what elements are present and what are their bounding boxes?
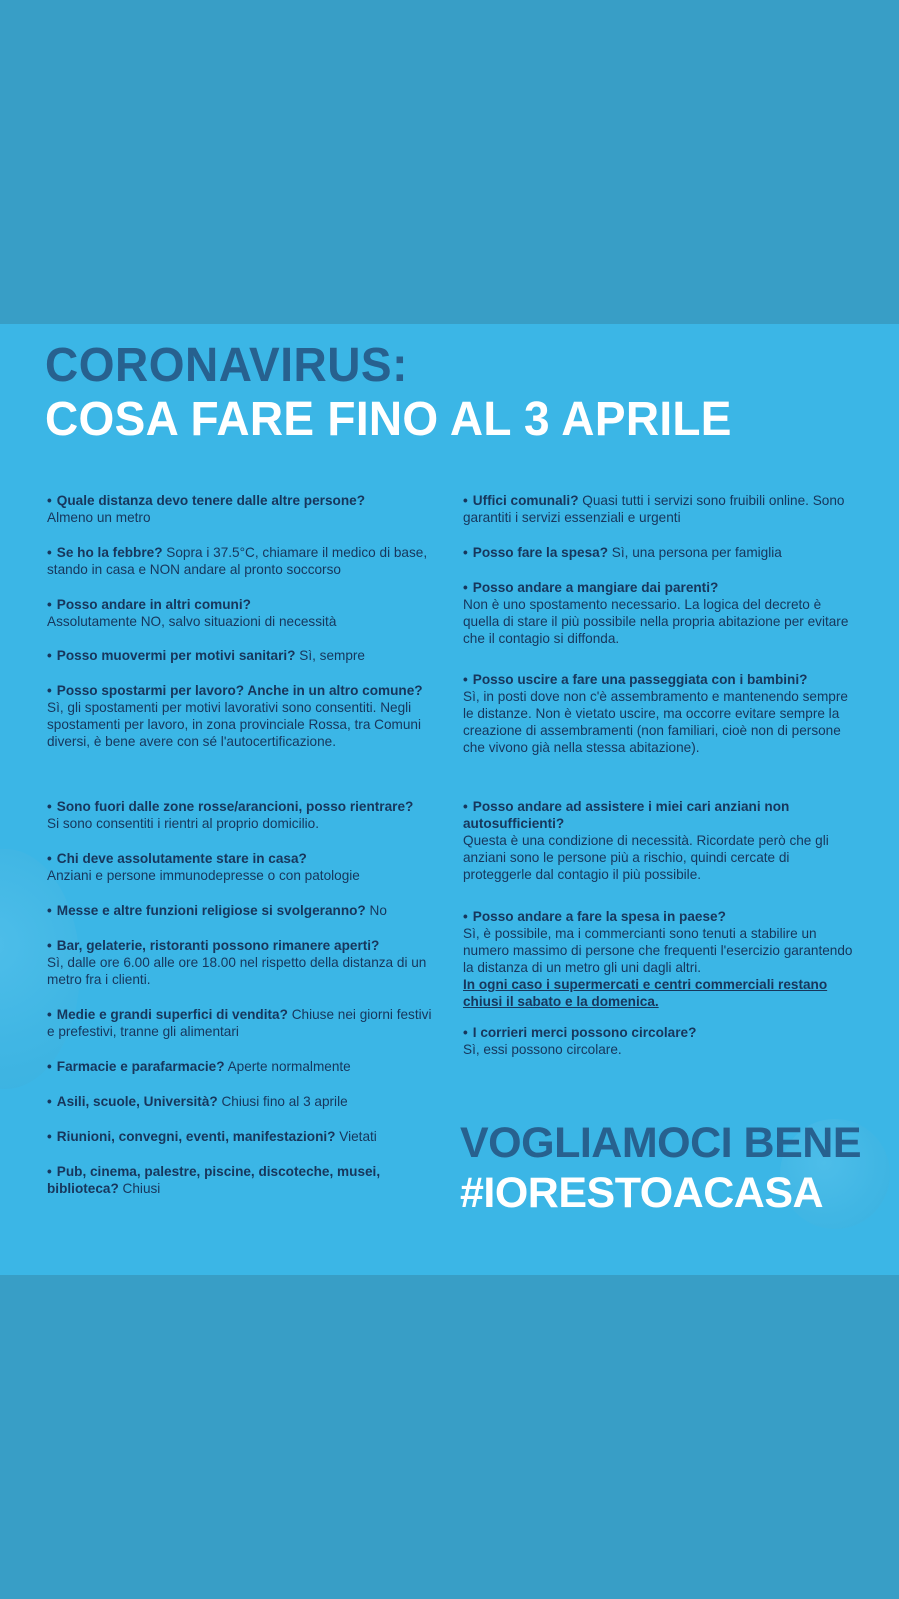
faq-item: • Asili, scuole, Università? Chiusi fino al 3 aprile: [47, 1094, 348, 1109]
faq-item: • Posso muovermi per motivi sanitari? Sì, sempre: [47, 648, 365, 663]
faq-question: Posso fare la spesa?: [472, 545, 609, 560]
faq-item: • Posso andare in altri comuni? Assolutamente NO, salvo situazioni di necessità: [47, 597, 337, 629]
faq-item: • Pub, cinema, palestre, piscine, discoteche, musei, biblioteca? Chiusi: [47, 1164, 381, 1196]
faq-question: Medie e grandi superfici di vendita?: [56, 1007, 288, 1022]
faq-answer: Chiusi: [122, 1181, 161, 1196]
faq-answer: Vietati: [339, 1129, 377, 1144]
faq-answer: No: [369, 903, 387, 918]
faq-answer: Sì, dalle ore 6.00 alle ore 18.00 nel rispetto della distanza di un metro fra i clienti.: [47, 955, 427, 987]
faq-item: • Posso andare ad assistere i miei cari anziani non autosufficienti? Questa è una condizione di necessità. Ricordate però che gli anziani sono le persone più a rischio, quindi cercate di proteggerle dal contagio il più possibile.: [463, 799, 829, 882]
faq-note: In ogni caso i supermercati e centri commerciali restano chiusi il sabato e la domenica.: [463, 977, 828, 1009]
faq-question: Pub, cinema, palestre, piscine, discoteche, musei, biblioteca?: [47, 1164, 381, 1196]
faq-item: • Riunioni, convegni, eventi, manifestazioni? Vietati: [47, 1129, 377, 1144]
faq-item: • Farmacie e parafarmacie? Aperte normalmente: [47, 1059, 351, 1074]
faq-item: • Messe e altre funzioni religiose si svolgeranno? No: [47, 903, 387, 918]
faq-item: • Posso spostarmi per lavoro? Anche in un altro comune? Sì, gli spostamenti per motivi lavorativi sono consentiti. Negli spostamenti per lavoro, in zona provinciale Rossa, tra Comuni diversi, è bene avere con sé l'autocertificazione.: [47, 683, 423, 749]
faq-question: Riunioni, convegni, eventi, manifestazioni?: [56, 1129, 336, 1144]
faq-item: • Chi deve assolutamente stare in casa? Anziani e persone immunodepresse o con patologie: [47, 851, 360, 883]
faq-question: Posso spostarmi per lavoro? Anche in un altro comune?: [56, 683, 423, 698]
faq-answer: Non è uno spostamento necessario. La logica del decreto è quella di stare il più possibile nella propria abitazione per evitare che il contagio si diffonda.: [463, 597, 849, 646]
faq-item: • Posso uscire a fare una passeggiata con i bambini? Sì, in posti dove non c'è assembramento e mantenendo sempre le distanze. Non è vietato uscire, ma occorre evitare sempre la creazione di assembramenti (non familiari, cioè non di persone che vivono già nella stessa abitazione).: [463, 672, 848, 755]
faq-answer: Quasi tutti i servizi sono fruibili online. Sono garantiti i servizi essenziali e urgenti: [463, 493, 845, 525]
faq-question: Asili, scuole, Università?: [56, 1094, 218, 1109]
faq-question: Posso andare in altri comuni?: [56, 597, 251, 612]
faq-question: Se ho la febbre?: [56, 545, 163, 560]
faq-answer: Assolutamente NO, salvo situazioni di necessità: [47, 614, 337, 629]
faq-answer: Almeno un metro: [47, 510, 151, 525]
faq-question: Bar, gelaterie, ristoranti possono rimanere aperti?: [56, 938, 380, 953]
faq-answer: Sì, gli spostamenti per motivi lavorativi sono consentiti. Negli spostamenti per lavoro, in zona provinciale Rossa, tra Comuni diversi, è bene avere con sé l'autocertificazione.: [47, 700, 422, 749]
faq-question: Farmacie e parafarmacie?: [56, 1059, 225, 1074]
poster: [0, 324, 899, 1275]
faq-item: • Posso andare a mangiare dai parenti? Non è uno spostamento necessario. La logica del decreto è quella di stare il più possibile nella propria abitazione per evitare che il contagio si diffonda.: [463, 580, 849, 646]
faq-question: Posso andare a fare la spesa in paese?: [472, 909, 726, 924]
faq-item: • Se ho la febbre? Sopra i 37.5°C, chiamare il medico di base, stando in casa e NON andare al pronto soccorso: [47, 545, 428, 577]
faq-answer: Anziani e persone immunodepresse o con patologie: [47, 868, 360, 883]
title-line-2: COSA FARE FINO AL 3 APRILE: [45, 391, 732, 446]
faq-question: Posso andare ad assistere i miei cari anziani non autosufficienti?: [463, 799, 790, 831]
faq-answer: Chiuse nei giorni festivi e prefestivi, tranne gli alimentari: [47, 1007, 432, 1039]
faq-answer: Sì, una persona per famiglia: [611, 545, 782, 560]
faq-answer: Si sono consentiti i rientri al proprio domicilio.: [47, 816, 319, 831]
faq-question: Posso uscire a fare una passeggiata con i bambini?: [472, 672, 808, 687]
faq-answer: Sì, sempre: [299, 648, 365, 663]
faq-question: Uffici comunali?: [472, 493, 579, 508]
slogan-hashtag: #IORESTOACASA: [460, 1169, 824, 1217]
faq-item: • Posso fare la spesa? Sì, una persona per famiglia: [463, 545, 782, 560]
title-line-1: CORONAVIRUS:: [45, 337, 408, 392]
faq-question: Quale distanza devo tenere dalle altre persone?: [56, 493, 365, 508]
faq-answer: Sopra i 37.5°C, chiamare il medico di base, stando in casa e NON andare al pronto soccorso: [47, 545, 428, 577]
faq-answer: Sì, è possibile, ma i commercianti sono tenuti a stabilire un numero massimo di persone che frequenti l'esercizio garantendo la distanza di un metro gli uni dagli altri.: [463, 926, 853, 975]
faq-question: Posso muovermi per motivi sanitari?: [56, 648, 296, 663]
faq-item: • I corrieri merci possono circolare? Sì, essi possono circolare.: [463, 1025, 697, 1057]
faq-answer: Aperte normalmente: [227, 1059, 351, 1074]
faq-question: Posso andare a mangiare dai parenti?: [472, 580, 719, 595]
faq-item: • Quale distanza devo tenere dalle altre persone? Almeno un metro: [47, 493, 365, 525]
faq-item: • Sono fuori dalle zone rosse/arancioni, posso rientrare? Si sono consentiti i rientri al proprio domicilio.: [47, 799, 414, 831]
faq-item: • Uffici comunali? Quasi tutti i servizi sono fruibili online. Sono garantiti i servizi essenziali e urgenti: [463, 493, 845, 525]
faq-answer: Sì, essi possono circolare.: [463, 1042, 622, 1057]
faq-answer: Questa è una condizione di necessità. Ricordate però che gli anziani sono le persone più a rischio, quindi cercate di proteggerle dal contagio il più possibile.: [463, 833, 829, 882]
faq-answer: Chiusi fino al 3 aprile: [221, 1094, 348, 1109]
faq-question: Chi deve assolutamente stare in casa?: [56, 851, 307, 866]
faq-item: • Bar, gelaterie, ristoranti possono rimanere aperti? Sì, dalle ore 6.00 alle ore 18.00 nel rispetto della distanza di un metro fra i clienti.: [47, 938, 427, 987]
faq-item: • Medie e grandi superfici di vendita? Chiuse nei giorni festivi e prefestivi, tranne gli alimentari: [47, 1007, 432, 1039]
faq-answer: Sì, in posti dove non c'è assembramento e mantenendo sempre le distanze. Non è vietato uscire, ma occorre evitare sempre la creazione di assembramenti (non familiari, cioè non di persone che vivono già nella stessa abitazione).: [463, 689, 848, 755]
faq-question: Sono fuori dalle zone rosse/arancioni, posso rientrare?: [56, 799, 414, 814]
faq-question: I corrieri merci possono circolare?: [472, 1025, 697, 1040]
slogan-line-1: VOGLIAMOCI BENE: [460, 1119, 862, 1167]
faq-item: • Posso andare a fare la spesa in paese? Sì, è possibile, ma i commercianti sono tenuti a stabilire un numero massimo di persone che frequenti l'esercizio garantendo la distanza di un metro gli uni dagli altri. In ogni caso i supermercati e centri commerciali restano chiusi il sabato e la domenica.: [463, 909, 853, 1009]
faq-question: Messe e altre funzioni religiose si svolgeranno?: [56, 903, 366, 918]
